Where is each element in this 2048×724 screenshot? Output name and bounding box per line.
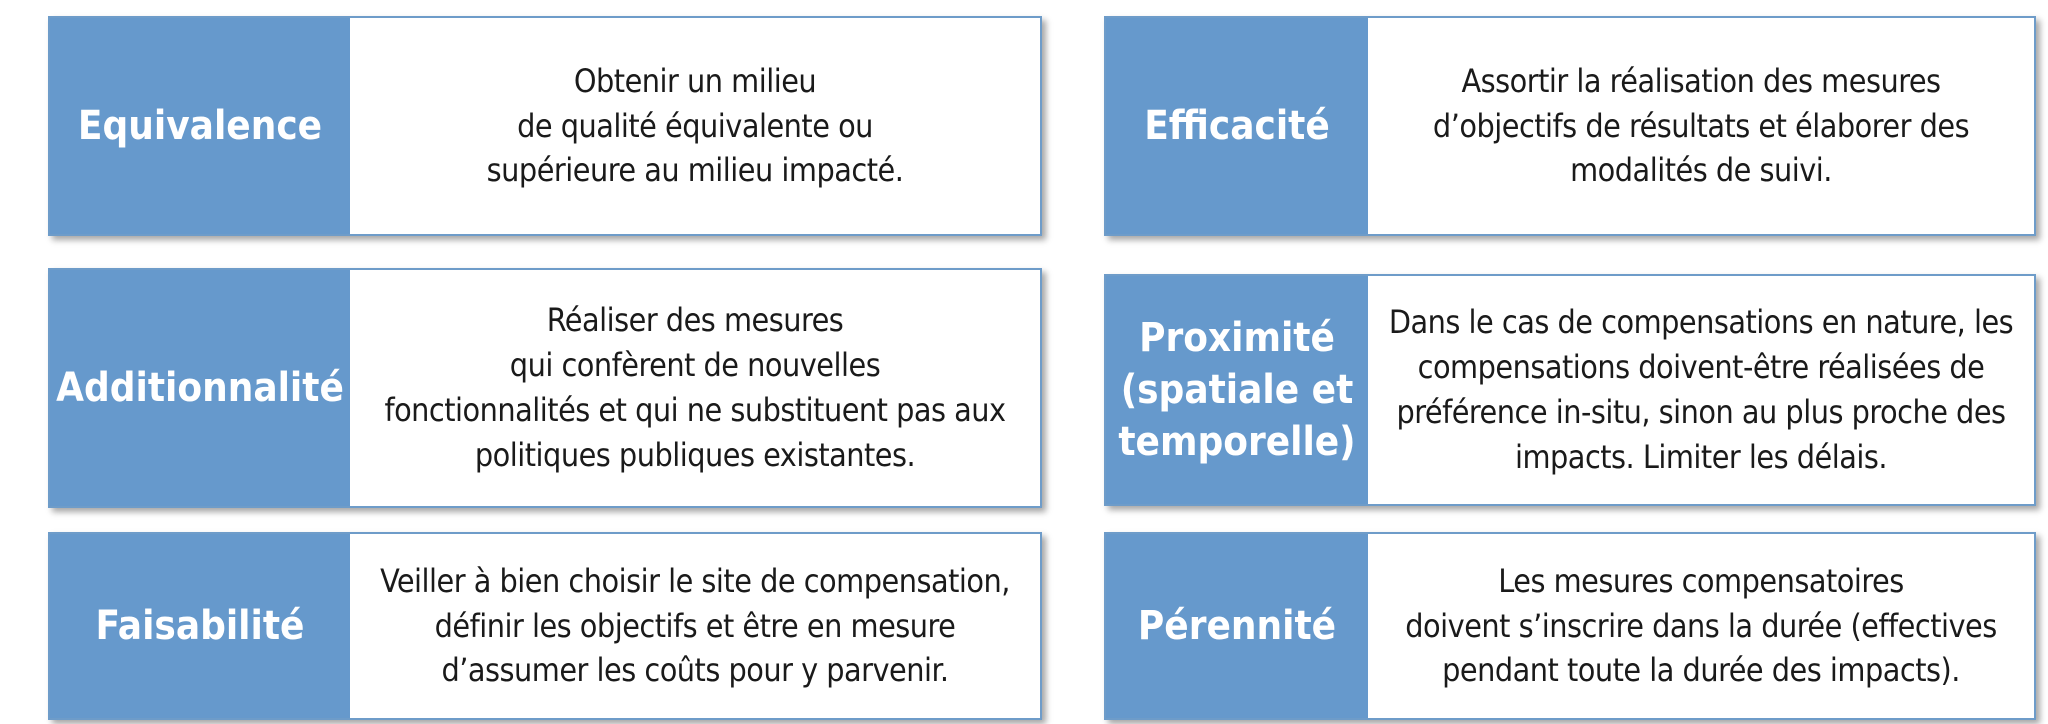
principle-label: Additionnalité	[50, 270, 350, 506]
principle-description: Les mesures compensatoires doivent s’inscrire dans la durée (effectives pendant toute la durée des impacts).	[1405, 561, 1997, 690]
principle-description: Réaliser des mesures qui confèrent de nouvelles fonctionnalités et qui ne substituent pas aux politiques publiques existantes.	[384, 301, 1006, 474]
principle-label: Equivalence	[50, 18, 350, 234]
principle-label: Faisabilité	[50, 534, 350, 718]
principle-card-perennite	[1104, 532, 2036, 720]
principle-card-equivalence	[48, 16, 1042, 236]
principle-card-additionnalite	[48, 268, 1042, 508]
principle-card-proximite	[1104, 274, 2036, 506]
principle-description: Assortir la réalisation des mesures d’objectifs de résultats et élaborer des modalités de suivi.	[1432, 61, 1970, 190]
principle-description: Dans le cas de compensations en nature, les compensations doivent-être réalisées de préférence in-situ, sinon au plus proche des impacts. Limiter les délais.	[1388, 303, 2014, 476]
principle-card-efficacite	[1104, 16, 2036, 236]
principle-label: Proximité (spatiale et temporelle)	[1106, 276, 1368, 504]
principle-label: Efficacité	[1106, 18, 1368, 234]
principle-description: Veiller à bien choisir le site de compensation, définir les objectifs et être en mesure d’assumer les coûts pour y parvenir.	[380, 561, 1010, 690]
principle-label: Pérennité	[1106, 534, 1368, 718]
principle-card-faisabilite	[48, 532, 1042, 720]
principle-description: Obtenir un milieu de qualité équivalente ou supérieure au milieu impacté.	[486, 61, 904, 190]
